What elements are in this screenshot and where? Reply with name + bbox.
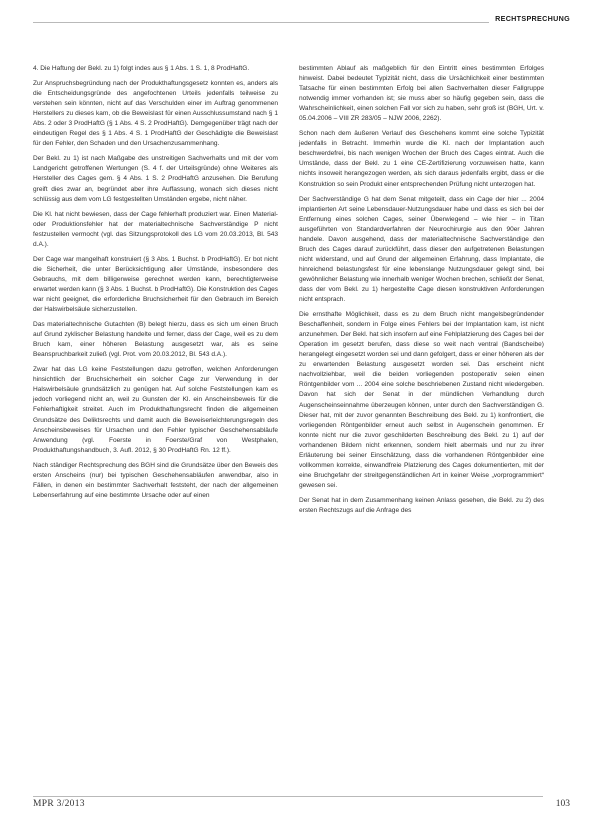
paragraph: Der Senat hat in dem Zusammenhang keinen Anlass gesehen, die Bekl. zu 2) des ersten Rechtszugs auf die Anfrage des bbox=[299, 496, 544, 514]
paragraph: Nach ständiger Rechtsprechung des BGH sind die Grundsätze über den Beweis des ersten Anscheins (nur) bei typischen Geschehensabläufen anwendbar, also in Fällen, in denen ein bestimmter Sachverhalt feststeht, der nach der allgemeinen Lebenserfahrung auf eine bestimmte Ursache oder auf einen bbox=[33, 461, 278, 499]
paragraph: Der Cage war mangelhaft konstruiert (§ 3 Abs. 1 Buchst. b ProdHaftG). Er bot nicht die Sicherheit, die unter Berücksichtigung aller Umstände, insbesondere des Gebrauchs, mit dem billigerweise gerechnet werden kann, berechtigterweise erwartet werden kann (§ 3 Abs. 1 Buchst. b ProdHaftG). Die Konstruktion des Cages war nicht geeignet, die erforderliche Bruchsicherheit für den Gebrauch im Bereich der Halswirbelsäule sicherzustellen. bbox=[33, 255, 278, 314]
paragraph: Das materialtechnische Gutachten (B) belegt hierzu, dass es sich um einen Bruch auf Grund zyklischer Belastung handelte und ferner, dass der Cage, weil es zu dem Bruch kam, einer höheren Belastung ausgesetzt war, als es seine Beanspruchbarkeit zuließ (vgl. Prot. vom 20.03.2012, Bl. 543 d.A.). bbox=[33, 321, 278, 359]
left-column bbox=[33, 64, 278, 506]
footer-rule bbox=[33, 796, 543, 797]
page-number: 103 bbox=[555, 799, 570, 809]
paragraph: Zur Anspruchsbegründung nach der Produkthaftungsgesetz konnten es, anders als die Entscheidungsgründe des angefochtenen Urteils jedenfalls teilweise zu verstehen sein könnten, nicht auf das Verschulden einer im Auftrag genommenen Herstellers zu dieses kam, ob die Beweislast für einen Ausschlussumstand nach § 1 Abs. 2 oder 3 ProdHaftG (§ 1 Abs. 4 S. 2 ProdHaftG). Demgegenüber trägt nach der eindeutigen Regel des § 1 Abs. 4 S. 1 ProdHaftG der Geschädigte die Beweislast für den Fehler, den Schaden und den Ursachenzusammenhang. bbox=[33, 80, 278, 148]
paragraph: 4. Die Haftung der Bekl. zu 1) folgt indes aus § 1 Abs. 1 S. 1, 8 ProdHaftG. bbox=[33, 65, 250, 72]
section-title: RECHTSPRECHUNG bbox=[489, 14, 570, 23]
paragraph: Schon nach dem äußeren Verlauf des Geschehens kommt eine solche Typizität jedenfalls in Betracht. Immerhin wurde die Kl. nach der Implantation auch beschwerdefrei, bis nach wenigen Wochen der Bruch des Cages eintrat. Auch die Umstände, dass der Bekl. zu 1 eine CE-Zertifizierung vorzuweisen hatte, kann nichts insoweit herangezogen werden, als sich daraus jedenfalls ergibt, dass er die Konstruktion so sein Produkt einer entsprechenden Prüfung nicht unterzogen hat. bbox=[299, 130, 544, 188]
paragraph: Der Bekl. zu 1) ist nach Maßgabe des unstreitigen Sachverhalts und mit der vom Landgericht getroffenen Wertungen (S. 4 f. der Urteilsgründe) ohne Weiteres als Hersteller des Cages gem. § 4 Abs. 1 S. 2 ProdHaftG anzusehen. Die Berufung greift dies zwar an, begründet aber ihre Auffassung, wonach sich dieses nicht schlüssig aus dem vom LG festgestellten Umständen ergebe, nicht näher. bbox=[33, 155, 278, 203]
paragraph: Die Kl. hat nicht bewiesen, dass der Cage fehlerhaft produziert war. Einen Material- oder Produktionsfehler hat der materialtechnische Sachverständige P nicht festzustellen vermocht (vgl. das Sitzungsprotokoll des LG vom 20.03.2013, Bl. 543 d.A.). bbox=[33, 210, 278, 248]
paragraph: Der Sachverständige G hat dem Senat mitgeteilt, dass ein Cage der hier ... 2004 implantierten Art seine Lebensdauer-Nutzungsdauer habe und dass es sich bei der Entfernung eines solchen Cages, seiner Überwiegend – wie hier – in Titan ausgeführten von Standardverfahren der Neurochirurgie aus den 90er Jahren handele. Davon ausgehend, dass der materialtechnische Sachverständige den Bruch des Cages darauf zurückführt, dass dieser den aufgetretenen Belastungen nicht widerstand, und auf Grund der allgemeinen Erfahrung, dass Implantate, die hinreichend belastungsfest für eine lebenslange Nutzungsdauer gelegt sind, bei gewöhnlicher Belastung wie innerhalb weniger Wochen brechen, schließt der Senat, dass der vom Bekl. zu 1) hergestellte Cage diesen konstruktiven Anforderungen nicht entsprach. bbox=[299, 195, 544, 304]
header-rule bbox=[33, 22, 543, 23]
paragraph: bestimmten Ablauf als maßgeblich für den Eintritt eines bestimmten Erfolges hinweist. Dabei bedeutet Typizität nicht, dass die Ursächlichkeit einer bestimmten Tatsache für einen bestimmten Erfolg bei allen Sachverhalten dieser Fallgruppe notwendig immer vorhanden ist; sie muss aber so häufig gegeben sein, dass die Wahrscheinlichkeit, einen solchen Fall vor sich zu haben, sehr groß ist (BGH, Urt. v. 05.04.2006 – VIII ZR 283/05 – NJW 2006, 2262). bbox=[299, 65, 544, 123]
journal-issue: MPR 3/2013 bbox=[33, 799, 85, 809]
right-column bbox=[299, 64, 544, 521]
paragraph: Die ernsthafte Möglichkeit, dass es zu dem Bruch nicht mangelsbegründender Beschaffenheit, sondern in Folge eines Fehlers bei der Implantation kam, ist nicht anzunehmen. Der Bekl. hat sich insofern auf eine Fehlplatzierung des Cages bei der Operation im gesetzt berufen, dass diese so weit nach ventral (Bandscheibe) herangelegt eingesetzt worden sei und dann gefolgert, dass er einer höheren als der zu erwartenden Belastung ausgesetzt worden sei. Das erscheint nicht nachvollziehbar, weil die beiden vorliegenden postoperativ seien einen Röntgenbilder vom ... 2004 eine solche beschriebenen Zustand nicht wiedergeben. Davon hat sich der Senat in der mündlichen Verhandlung durch Augenscheinseinnahme überzeugen können, unter durch den Sachverständigen G. Dieser hat, mit der zuvor genannten Beschreibung des Bekl. zu 1) konfrontiert, die vorliegenden Röntgenbilder erneut auch selbst in Augenschein genommen. Er konnte nicht nur die zuvor geschilderten Beschreibung des Bekl. zu 1) auf der vorhandenen Bildern nicht erkennen, sondern hielt abermals und nur zu ihrer Erläuterung bei seiner Einschätzung, dass die vorhandenen Röntgenbilder eine vollkommen korrekte, einwandfreie Platzierung des Cages dokumentierten, mit der eine Bruchgefahr der streitgegenständlichen Art in keiner Weise „vorprogrammiert“ gewesen sei. bbox=[299, 311, 544, 489]
paragraph: Zwar hat das LG keine Feststellungen dazu getroffen, welchen Anforderungen hinsichtlich der Bruchsicherheit ein solcher Cage zur Verwendung in der Halswirbelsäule grundsätzlich zu genügen hat. Auf solche Feststellungen kam es jedoch vorliegend nicht an, weil zu Gunsten der Kl. ein Anscheinsbeweis für die Fehlerhaftigkeit streitet. Auch im Produkthaftungsrecht finden die allgemeinen Grundsätze des Deliktsrechts und damit auch die Beweiserleichterungsregeln des Anscheinsbeweises für Ursachen und den Fehler typischer Geschehensabläufe Anwendung (vgl. Foerste in Foerste/Graf von Westphalen, Produkthaftungshandbuch, 3. Aufl. 2012, § 30 ProdHaftG Rn. 12 ff.). bbox=[33, 366, 278, 454]
